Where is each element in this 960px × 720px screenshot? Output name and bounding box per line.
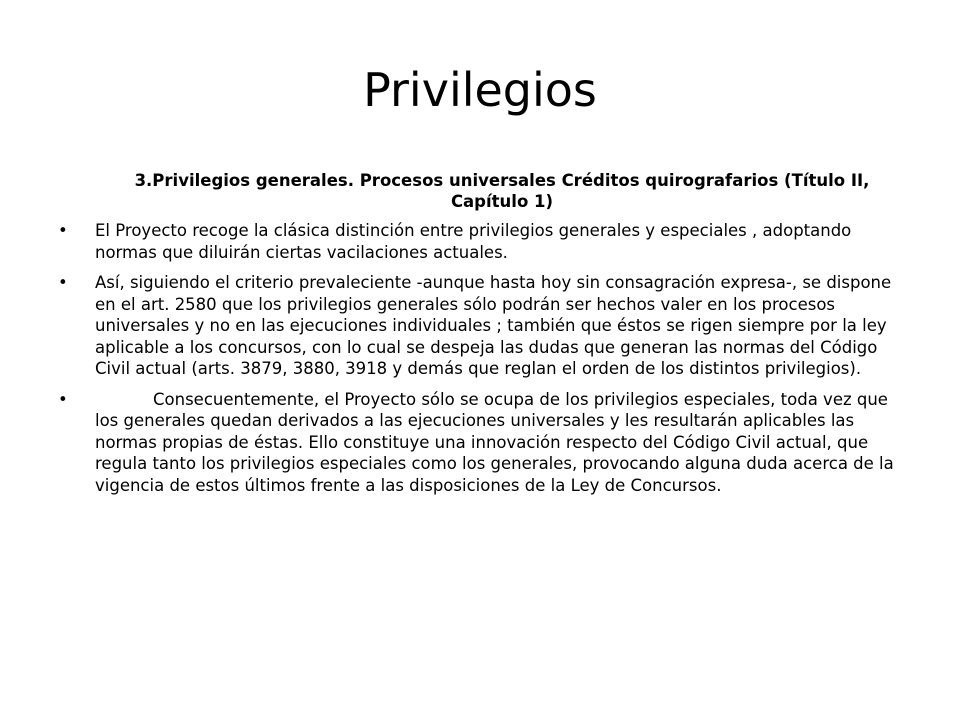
bullet-icon: • (58, 273, 68, 292)
slide-content (58, 170, 910, 505)
bullet-item (58, 220, 910, 263)
section-subtitle: 3.Privilegios generales. Procesos universales Créditos quirografarios (Título II, Capítulo 1) (134, 171, 870, 211)
bullet-item (58, 272, 910, 380)
bullet-text: Así, siguiendo el criterio prevaleciente -aunque hasta hoy sin consagración expresa-, se dispone en el art. 2580 que los privilegios generales sólo podrán ser hechos valer en los procesos universales y no en las ejecuciones individuales ; también que éstos se rigen siempre por la ley aplicable a los concursos, con lo cual se despeja las dudas que generan las normas del Código Civil actual (arts. 3879, 3880, 3918 y demás que reglan el orden de los distintos privilegios). (95, 273, 892, 378)
bullet-item (58, 389, 910, 497)
bullet-text: El Proyecto recoge la clásica distinción entre privilegios generales y especiales , adoptando normas que diluirán ciertas vacilaciones actuales. (95, 221, 852, 262)
bullet-text: Consecuentemente, el Proyecto sólo se ocupa de los privilegios especiales, toda vez que los generales quedan derivados a las ejecuciones universales y les resultarán aplicables las normas propias de éstas. Ello constituye una innovación respecto del Código Civil actual, que regula tanto los privilegios especiales como los generales, provocando alguna duda acerca de la vigencia de estos últimos frente a las disposiciones de la Ley de Concursos. (95, 389, 894, 495)
bullet-list (58, 220, 910, 496)
slide-title: Privilegios (363, 63, 597, 117)
bullet-icon: • (58, 221, 68, 240)
bullet-icon: • (58, 389, 68, 409)
